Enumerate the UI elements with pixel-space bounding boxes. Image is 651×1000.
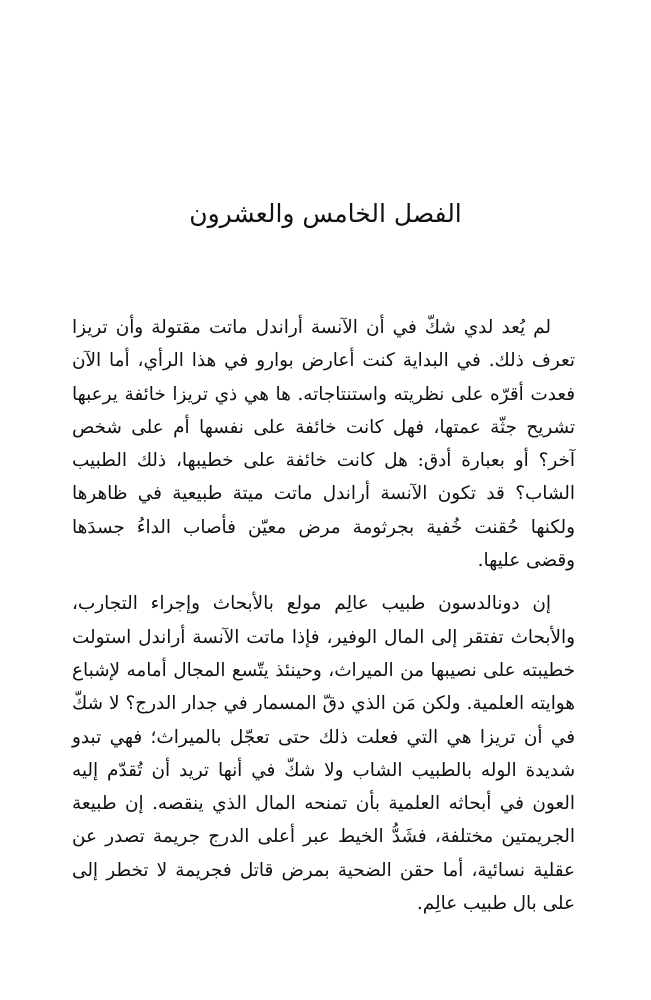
chapter-title: الفصل الخامس والعشرون	[189, 199, 462, 228]
paragraph-2: إن دونالدسون طبيب عالِم مولع بالأبحاث وإجراء التجارب، والأبحاث تفتقر إلى المال الوفير، فإذا ماتت الآنسة أراندل استولت خطيبته على نصيبها من الميراث، وحينئذ يتّسع المجال أمامه لإشباع هوايته العلمية. ولكن مَن الذي دقّ المسمار في جدار الدرج؟ لا شكّ في أن تريزا هي التي فعلت ذلك حتى تعجّل بالميراث؛ فهي تبدو شديدة الوله بالطبيب الشاب ولا شكّ في أنها تريد أن تُقدّم إليه العون في أبحاثه العلمية بأن تمنحه المال الذي ينقصه. إن طبيعة الجريمتين مختلفة، فشَدُّ الخيط عبر أعلى الدرج جريمة تصدر عن عقلية نسائية، أما حقن الضحية بمرض قاتل فجريمة لا تخطر إلى على بال طبيب عالِم.	[72, 593, 575, 915]
chapter-body	[72, 311, 575, 920]
paragraph-1: لم يُعد لدي شكّ في أن الآنسة أراندل ماتت مقتولة وأن تريزا تعرف ذلك. في البداية كنت أعارض بوارو في هذا الرأي، أما الآن فعدت أقرّه على نظريته واستنتاجاته. ها هي ذي تريزا خائفة يرعبها تشريح جثّة عمتها، فهل كانت خائفة على نفسها أم على شخص آخر؟ أو بعبارة أدق: هل كانت خائفة على خطيبها، ذلك الطبيب الشاب؟ قد تكون الآنسة أراندل ماتت ميتة طبيعية في ظاهرها ولكنها حُقنت خُفية بجرثومة مرض معيّن فأصاب الداءُ جسدَها وقضى عليها.	[72, 317, 575, 572]
